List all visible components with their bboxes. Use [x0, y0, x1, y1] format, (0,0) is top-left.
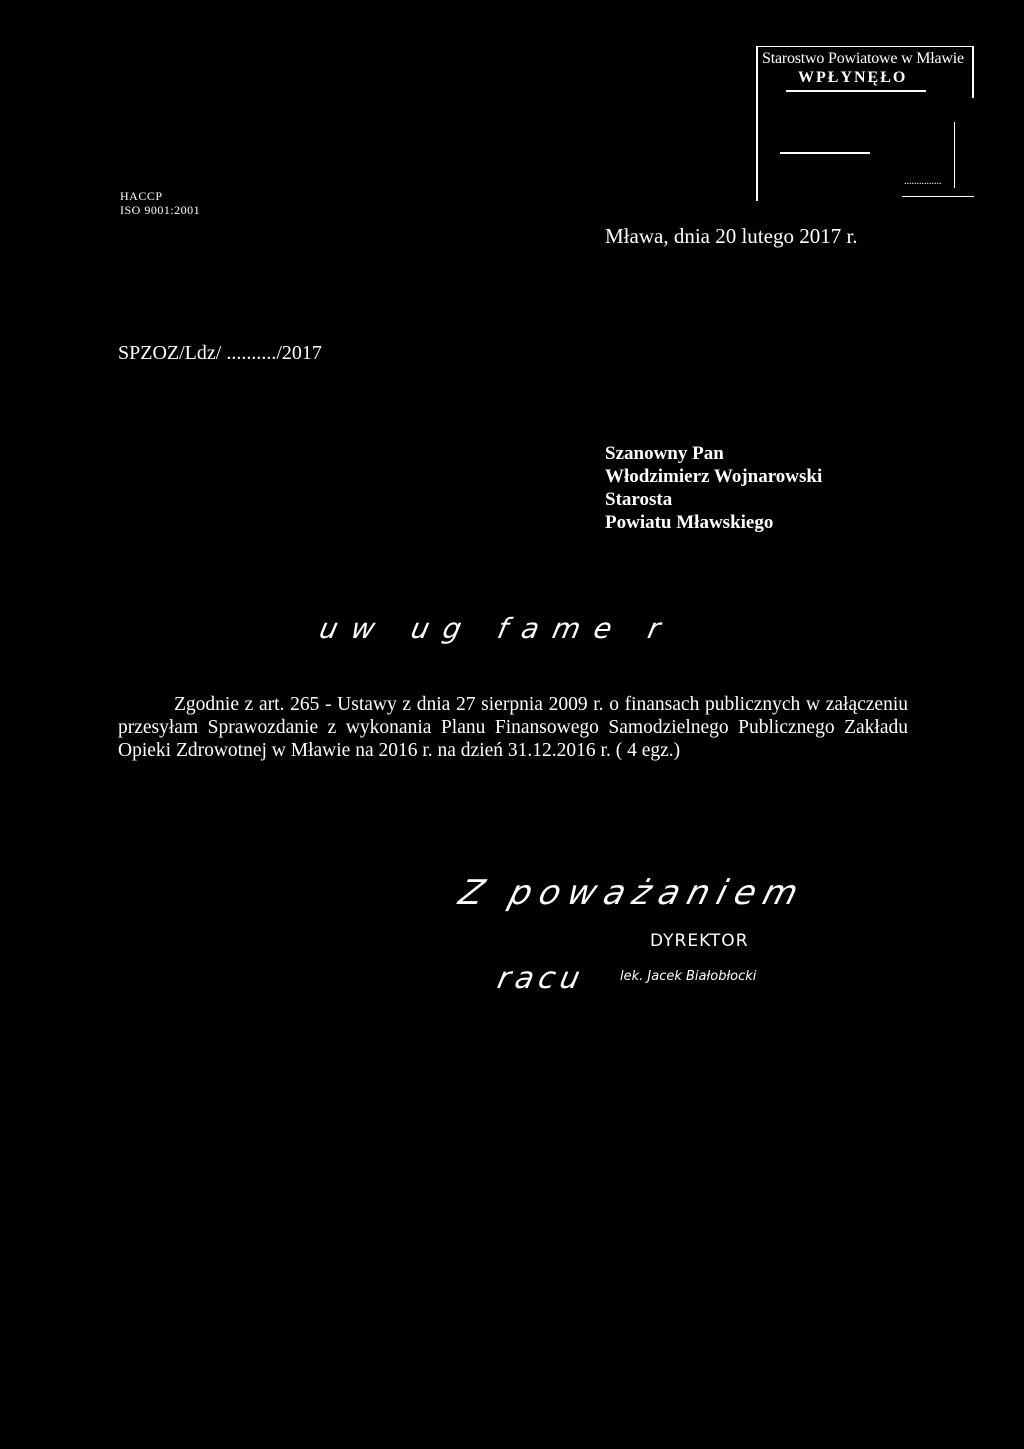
handwritten-signature: racu: [494, 961, 588, 996]
reference-number: SPZOZ/Ldz/ ........../2017: [118, 342, 322, 364]
stamp-inner-border: [954, 122, 955, 188]
addressee-salutation: Szanowny Pan: [605, 443, 724, 464]
certification-marks: [120, 189, 200, 217]
stamp-underline: [786, 90, 926, 92]
stamp-office-name: Starostwo Powiatowe w Mławie: [762, 50, 964, 67]
haccp-label: HACCP: [120, 189, 163, 203]
stamp-dots: ...............: [904, 176, 942, 187]
stamp-border-right: [972, 46, 974, 98]
iso-label: ISO 9001:2001: [120, 203, 201, 217]
stamp-date-line: [780, 152, 870, 154]
addressee-position: Starosta: [605, 489, 673, 510]
body-paragraph: Zgodnie z art. 265 - Ustawy z dnia 27 sierpnia 2009 r. o finansach publicznych w załączeniu przesyłam Sprawozdanie z wykonania Planu Finansowego Samodzielnego Publicznego Zakładu Opieki Zdrowotnej w Mławie na 2016 r. na dzień 31.12.2016 r. ( 4 egz.): [118, 694, 908, 761]
stamp-received-label: WPŁYNĘŁO: [798, 69, 908, 86]
letter-date: Mława, dnia 20 lutego 2017 r.: [605, 224, 858, 248]
addressee-block: [605, 442, 822, 534]
stamp-border-left: [756, 46, 758, 201]
stamp-bottom-line: [902, 196, 974, 197]
signature-block: [440, 865, 910, 1005]
addressee-office: Powiatu Mławskiego: [605, 512, 774, 533]
signer-title: DYREKTOR: [650, 931, 749, 951]
addressee-name: Włodzimierz Wojnarowski: [605, 466, 823, 487]
handwritten-greeting: uw ug fame r: [316, 612, 678, 645]
signer-name: lek. Jacek Białobłocki: [620, 969, 757, 984]
received-stamp: [756, 46, 974, 201]
stamp-border-top: [756, 46, 974, 47]
handwritten-closing: Z poważaniem: [454, 873, 811, 913]
letter-body: [118, 693, 908, 762]
